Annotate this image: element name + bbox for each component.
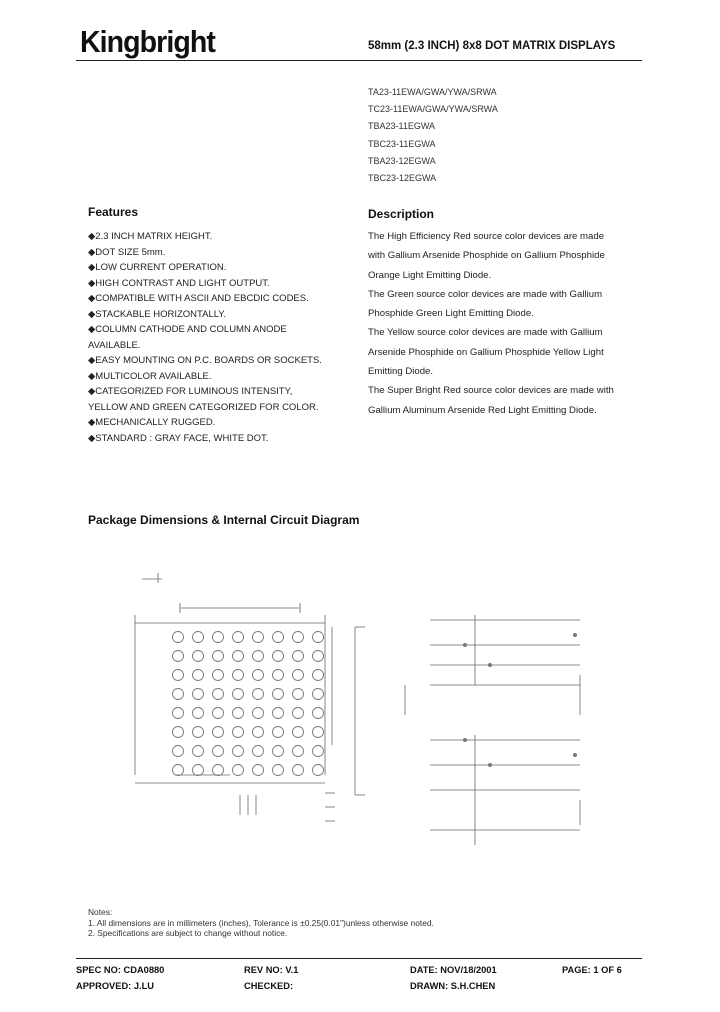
matrix-dot bbox=[273, 765, 284, 776]
matrix-dot bbox=[173, 708, 184, 719]
matrix-dot bbox=[293, 670, 304, 681]
feature-item: ◆LOW CURRENT OPERATION. bbox=[88, 262, 227, 273]
matrix-dot bbox=[253, 727, 264, 738]
description-line: The High Efficiency Red source color devices are made bbox=[368, 231, 605, 242]
matrix-dot bbox=[273, 632, 284, 643]
matrix-dot bbox=[313, 708, 324, 719]
matrix-dot bbox=[173, 632, 184, 643]
matrix-dot bbox=[293, 632, 304, 643]
matrix-dot bbox=[253, 689, 264, 700]
matrix-dot bbox=[253, 651, 264, 662]
notes-heading: Notes: bbox=[88, 907, 113, 917]
features-heading: Features bbox=[88, 205, 139, 219]
matrix-dot bbox=[313, 651, 324, 662]
matrix-dot bbox=[213, 632, 224, 643]
circuit-junction bbox=[573, 633, 577, 637]
circuit-junction bbox=[573, 753, 577, 757]
spec-no: SPEC NO: CDA0880 bbox=[76, 965, 165, 975]
matrix-dot bbox=[233, 689, 244, 700]
matrix-dot bbox=[193, 708, 204, 719]
matrix-dot bbox=[213, 708, 224, 719]
description-line: Gallium Aluminum Arsenide Red Light Emitting Diode. bbox=[368, 404, 597, 416]
drawn-by: DRAWN: S.H.CHEN bbox=[410, 981, 496, 991]
matrix-dot bbox=[273, 746, 284, 757]
part-number: TBA23-11EGWA bbox=[368, 121, 436, 132]
part-number: TBA23-12EGWA bbox=[368, 155, 436, 166]
matrix-dot bbox=[253, 708, 264, 719]
package-heading: Package Dimensions & Internal Circuit Diagram bbox=[88, 513, 360, 527]
matrix-dot bbox=[313, 670, 324, 681]
note-item: 1. All dimensions are in millimeters (inches), Tolerance is ±0.25(0.01")unless otherwise noted. bbox=[88, 917, 434, 928]
matrix-dot bbox=[193, 727, 204, 738]
matrix-dot bbox=[273, 670, 284, 681]
feature-item: ◆DOT SIZE 5mm. bbox=[88, 246, 166, 258]
matrix-dot bbox=[233, 651, 244, 662]
matrix-dot bbox=[313, 632, 324, 643]
feature-item: ◆COMPATIBLE WITH ASCII AND EBCDIC CODES. bbox=[88, 293, 309, 304]
matrix-dot bbox=[253, 632, 264, 643]
description-line: The Yellow source color devices are made with Gallium bbox=[368, 327, 603, 339]
footer-divider bbox=[76, 958, 642, 959]
matrix-dot bbox=[233, 746, 244, 757]
matrix-dot bbox=[173, 746, 184, 757]
matrix-dot bbox=[213, 746, 224, 757]
circuit-junction bbox=[463, 738, 467, 742]
checked-by: CHECKED: bbox=[244, 981, 294, 991]
description-heading: Description bbox=[368, 207, 435, 221]
matrix-dot bbox=[213, 670, 224, 681]
matrix-dot bbox=[193, 651, 204, 662]
matrix-dot bbox=[293, 708, 304, 719]
matrix-dot bbox=[173, 651, 184, 662]
description-line: The Green source color devices are made with Gallium bbox=[368, 288, 603, 300]
matrix-dot bbox=[253, 746, 264, 757]
circuit-junction bbox=[488, 763, 492, 767]
circuit-junction bbox=[463, 643, 467, 647]
matrix-dot bbox=[293, 689, 304, 700]
matrix-dot bbox=[273, 727, 284, 738]
matrix-dot bbox=[173, 765, 184, 776]
description-line: Phosphide Green Light Emitting Diode. bbox=[368, 308, 534, 320]
matrix-dot bbox=[313, 727, 324, 738]
feature-item: ◆MECHANICALLY RUGGED. bbox=[88, 417, 216, 428]
kingbright-logo: Kingbright bbox=[80, 24, 215, 59]
approved-by: APPROVED: J.LU bbox=[76, 981, 155, 991]
matrix-dot bbox=[233, 727, 244, 738]
notes-block bbox=[88, 907, 434, 939]
matrix-dot bbox=[213, 651, 224, 662]
matrix-dot bbox=[313, 765, 324, 776]
part-number: TC23-11EWA/GWA/YWA/SRWA bbox=[368, 104, 498, 115]
note-item: 2. Specifications are subject to change without notice. bbox=[88, 928, 288, 938]
feature-item: ◆MULTICOLOR AVAILABLE. bbox=[88, 370, 212, 382]
matrix-dot bbox=[233, 765, 244, 776]
matrix-dot bbox=[313, 689, 324, 700]
matrix-dot bbox=[233, 670, 244, 681]
feature-item: ◆CATEGORIZED FOR LUMINOUS INTENSITY, bbox=[88, 386, 293, 397]
part-number: TBC23-12EGWA bbox=[368, 173, 437, 184]
matrix-dot bbox=[273, 651, 284, 662]
matrix-dot bbox=[293, 746, 304, 757]
matrix-dot bbox=[193, 746, 204, 757]
features-list bbox=[88, 229, 322, 446]
feature-item: YELLOW AND GREEN CATEGORIZED FOR COLOR. bbox=[88, 401, 319, 413]
matrix-dot bbox=[213, 727, 224, 738]
part-number-list bbox=[368, 84, 498, 187]
description-line: The Super Bright Red source color devices are made with bbox=[368, 385, 614, 397]
matrix-dot bbox=[173, 689, 184, 700]
feature-item: ◆HIGH CONTRAST AND LIGHT OUTPUT. bbox=[88, 277, 270, 289]
document-title: 58mm (2.3 INCH) 8x8 DOT MATRIX DISPLAYS bbox=[368, 40, 616, 52]
matrix-dot bbox=[253, 765, 264, 776]
header-divider bbox=[76, 60, 642, 61]
feature-item: ◆COLUMN CATHODE AND COLUMN ANODE bbox=[88, 324, 287, 335]
feature-item: ◆EASY MOUNTING ON P.C. BOARDS OR SOCKETS. bbox=[88, 355, 322, 366]
matrix-dot bbox=[213, 765, 224, 776]
feature-item: ◆STANDARD : GRAY FACE, WHITE DOT. bbox=[88, 432, 269, 444]
part-number: TBC23-11EGWA bbox=[368, 138, 436, 149]
rev-no: REV NO: V.1 bbox=[244, 965, 299, 975]
date: DATE: NOV/18/2001 bbox=[410, 965, 497, 975]
matrix-dot bbox=[233, 708, 244, 719]
matrix-dot bbox=[253, 670, 264, 681]
feature-item: AVAILABLE. bbox=[88, 339, 141, 351]
description-line: Orange Light Emitting Diode. bbox=[368, 269, 492, 281]
matrix-dot bbox=[293, 727, 304, 738]
matrix-dot bbox=[293, 765, 304, 776]
matrix-dot bbox=[193, 670, 204, 681]
page-number: PAGE: 1 OF 6 bbox=[562, 965, 622, 975]
feature-item: ◆2.3 INCH MATRIX HEIGHT. bbox=[88, 231, 213, 242]
matrix-dot bbox=[213, 689, 224, 700]
matrix-dot bbox=[173, 670, 184, 681]
matrix-dot bbox=[273, 708, 284, 719]
description-text bbox=[368, 227, 636, 420]
package-dimensions-drawing bbox=[120, 565, 620, 865]
matrix-dot bbox=[193, 765, 204, 776]
circuit-junction bbox=[488, 663, 492, 667]
matrix-dot bbox=[273, 689, 284, 700]
matrix-dot bbox=[233, 632, 244, 643]
description-line: Arsenide Phosphide on Gallium Phosphide Yellow Light bbox=[368, 346, 604, 358]
matrix-dot bbox=[193, 632, 204, 643]
matrix-dot bbox=[193, 689, 204, 700]
matrix-dot bbox=[173, 727, 184, 738]
feature-item: ◆STACKABLE HORIZONTALLY. bbox=[88, 308, 227, 320]
description-line: with Gallium Arsenide Phosphide on Gallium Phosphide bbox=[368, 250, 605, 262]
description-line: Emitting Diode. bbox=[368, 366, 434, 378]
part-number: TA23-11EWA/GWA/YWA/SRWA bbox=[368, 87, 497, 97]
matrix-dot bbox=[313, 746, 324, 757]
matrix-dot bbox=[293, 651, 304, 662]
